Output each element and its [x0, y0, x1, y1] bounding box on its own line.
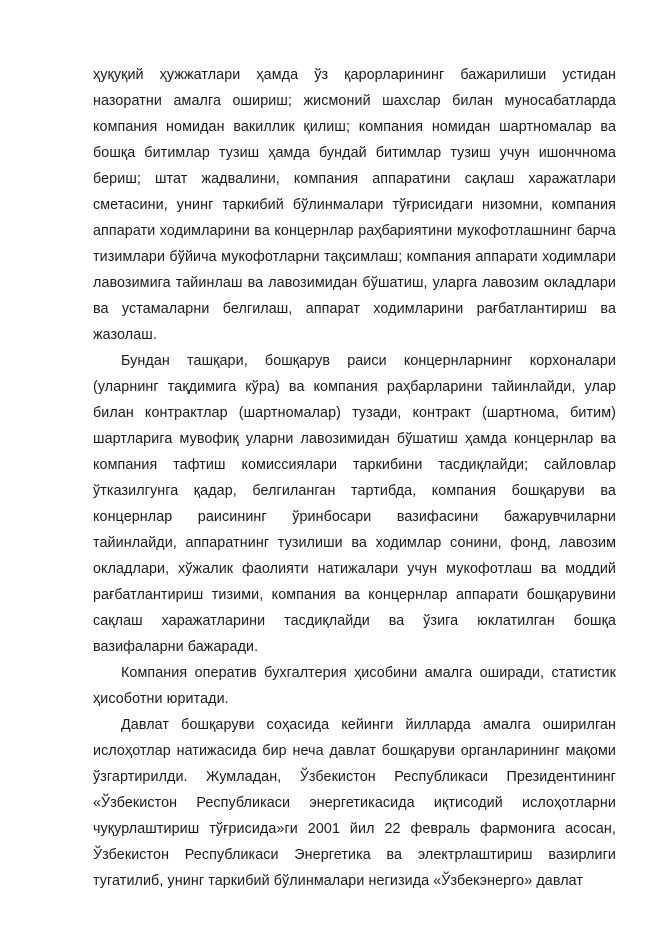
paragraph-1: ҳуқуқий ҳужжатлари ҳамда ўз қарорларининг бажарилиши устидан назоратни амалга ошириш; жисмоний шахслар билан муносабатларда компания номидан вакиллик қилиш; компания номидан шартномалар ва бошқа битимлар тузиш ҳамда бундай битимлар тузиш учун ишончнома бериш; штат жадвалини, компания аппаратини сақлаш харажатлари сметасини, унинг таркибий бўлинмалари тўғрисидаги низомни, компания аппарати ходимларини ва концернлар раҳбариятини мукофотлашнинг барча тизимлари бўйича мукофотларни тақсимлаш; компания аппарати ходимлари лавозимига тайинлаш ва лавозимидан бўшатиш, уларга лавозим окладлари ва устамаларни белгилаш, аппарат ходимларини рағбатлантириш ва жазолаш.: [93, 67, 616, 343]
paragraph-4: Давлат бошқаруви соҳасида кейинги йилларда амалга оширилган ислоҳотлар натижасида бир неча давлат бошқаруви органларининг мақоми ўзгартирилди. Жумладан, Ўзбекистон Республикаси Президентининг «Ўзбекистон Республикаси энергетикасида иқтисодий ислоҳотларни чуқурлаштириш тўғрисида»ги 2001 йил 22 февраль фармонига асосан, Ўзбекистон Республикаси Энергетика ва электрлаштириш вазирлиги тугатилиб, унинг таркибий бўлинмалари негизида «Ўзбекэнерго» давлат: [93, 717, 616, 889]
document-page: [93, 62, 616, 894]
paragraph-2: Бундан ташқари, бошқарув раиси концернларнинг корхоналари (уларнинг тақдимига кўра) ва компания раҳбарларини тайинлайди, улар билан контрактлар (шартномалар) тузади, контракт (шартнома, битим) шартларига мувофиқ уларни лавозимидан бўшатиш ҳамда концернлар ва компания тафтиш комиссиялари таркибини тасдиқлайди; сайловлар ўтказилгунга қадар, белгиланган тартибда, компания бошқаруви ва концернлар раисининг ўринбосари вазифасини бажарувчиларни тайинлайди, аппаратнинг тузилиши ва ходимлар сонини, фонд, лавозим окладлари, хўжалик фаолияти натижалари учун мукофотлаш ва моддий рағбатлантириш тизими, компания ва концернлар аппарати бошқарувини сақлаш харажатларини тасдиқлайди ва ўзига юклатилган бошқа вазифаларни бажаради.: [93, 353, 616, 655]
paragraph-3: Компания оператив бухгалтерия ҳисобини амалга оширади, статистик ҳисоботни юритади.: [93, 665, 616, 707]
